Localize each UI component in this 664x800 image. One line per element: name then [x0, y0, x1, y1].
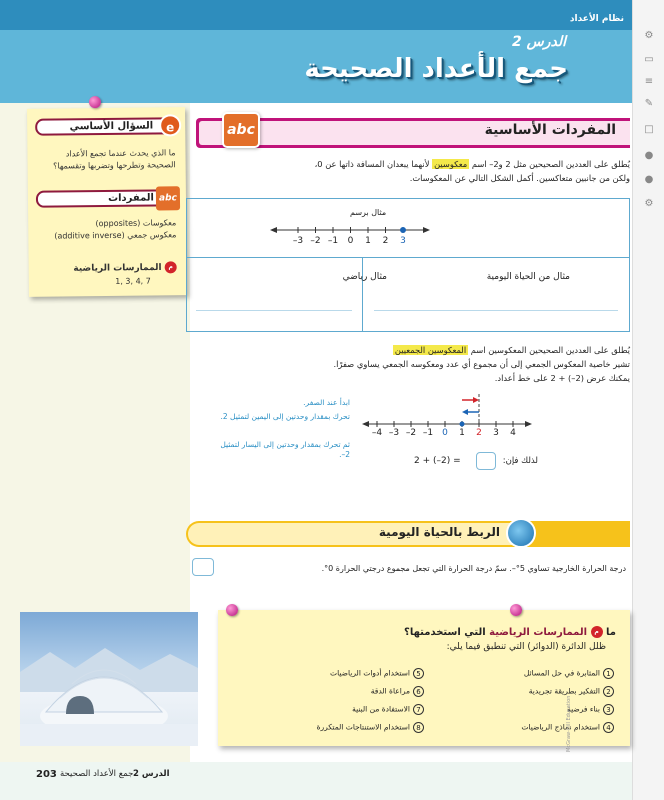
lesson-title: جمع الأعداد الصحيحة: [304, 54, 568, 84]
number-line-2-labels: [362, 428, 532, 442]
number-line-tick-label: 4: [510, 428, 516, 438]
number-line-tick-label: 1–: [422, 428, 434, 438]
number-line-1-labels: [270, 236, 430, 250]
sum-answer-box[interactable]: [476, 452, 496, 470]
page-number: 203: [36, 769, 57, 780]
essential-question-text-2: الصحيحة وتطرحها وتضربها وتقسمها؟: [53, 160, 176, 171]
practice-option[interactable]: [371, 686, 424, 697]
header-top-band: [0, 0, 632, 30]
essential-question-text-1: ما الذي يحدث عندما تجمع الأعداد: [65, 148, 176, 159]
practice-option[interactable]: [330, 668, 424, 679]
list-icon[interactable]: ≡: [644, 76, 654, 87]
lesson-label: الدرس 2: [512, 34, 566, 50]
number-line-tick-label: 1: [365, 236, 371, 246]
vocabulary-icon: abc: [222, 112, 260, 148]
additive-inverse-line-1: [220, 344, 630, 357]
practices-icon: م: [591, 626, 603, 638]
igloo-photo: [20, 612, 198, 746]
practice-option-circle[interactable]: 5: [413, 668, 424, 679]
note-start-at-zero: ابدأ عند الصفر.: [303, 398, 350, 407]
practice-option-label: المثابرة في حل المسائل: [523, 668, 600, 678]
additive-part-a: يُطلق على العددين الصحيحين المعكوسين اسم: [470, 345, 630, 355]
number-line-tick-label: 3–: [388, 428, 400, 438]
title-part-a: ما: [606, 627, 616, 638]
temperature-answer-box[interactable]: [192, 558, 214, 576]
vocabulary-section-title: المفردات الأساسية: [484, 122, 616, 138]
pencil-icon[interactable]: ✎: [644, 98, 654, 109]
viewer-toolbar: [632, 0, 664, 800]
temperature-question: درجة الحرارة الخارجية تساوي 5°–. سمّ درجة الحرارة التي تجعل مجموع درجتي الحرارة 0°.: [321, 564, 626, 573]
sum-equation: 2 + (–2) =: [414, 456, 461, 466]
opposites-paragraph-line-2: ولكن من جانبين متعاكسين. أكمل الشكل التالي عن المعكوسات.: [409, 173, 630, 183]
number-line-tick-label: 1: [459, 428, 465, 438]
number-line-tick-label: 1–: [327, 236, 339, 246]
page-footer: [0, 762, 632, 800]
practice-option-label: مراعاة الدقة: [370, 686, 410, 696]
settings-icon[interactable]: ⚙: [644, 30, 654, 41]
table-divider-horizontal: [186, 257, 630, 258]
pin-icon: [510, 604, 522, 616]
practices-instruction: ظلل الدائرة (الدوائر) التي تنطبق فيما يلي:: [446, 642, 606, 652]
model-example-label: مثال برسم: [350, 208, 387, 217]
number-line-tick-label: 0: [442, 428, 448, 438]
essential-question-bar: [35, 117, 175, 135]
practice-option-label: الاستفادة من البنية: [352, 704, 410, 714]
practice-option-label: التفكير بطريقة تجريدية: [528, 686, 600, 696]
sidebar-sticky-note: [27, 107, 187, 297]
practices-numbers: 1, 3, 4, 7: [115, 276, 151, 286]
vocabulary-label: المفردات: [107, 192, 155, 204]
additive-inverse-term: المعكوسين الجمعيين: [394, 345, 467, 355]
practice-option-circle[interactable]: 4: [603, 722, 614, 733]
number-line-tick-label: 2: [382, 236, 389, 246]
essential-question-badge: e: [159, 114, 181, 136]
practice-option-label: استخدام الاستنتاجات المتكررة: [316, 722, 410, 732]
practice-option-circle[interactable]: 3: [603, 704, 614, 715]
practices-question-title: [404, 626, 616, 638]
note-move-right: تحرك بمقدار وحدتين إلى اليمين لتمثيل 2.: [220, 412, 350, 421]
practice-option-circle[interactable]: 2: [603, 686, 614, 697]
globe-icon: [506, 518, 536, 548]
practice-option-label: استخدام أدوات الرياضيات: [330, 668, 410, 678]
pin-icon: [226, 604, 238, 616]
practice-option-circle[interactable]: 6: [413, 686, 424, 697]
number-line-tick-label: 3: [400, 236, 406, 246]
real-life-answer-line[interactable]: [374, 310, 618, 311]
number-line-tick-label: 3: [493, 428, 499, 438]
info-icon[interactable]: ●: [644, 174, 654, 185]
practice-option-label: استخدام نماذج الرياضيات: [521, 722, 600, 732]
zero-point: [460, 422, 465, 427]
para1-part-a: يُطلق على العددين الصحيحين مثل 2 و2– اسم: [471, 159, 630, 169]
practice-option-circle[interactable]: 8: [413, 722, 424, 733]
footer-lesson-title: جمع الأعداد الصحيحة: [60, 769, 134, 779]
para1-part-b: لأنهما يبعدان المسافة ذاتها عن 0،: [314, 159, 430, 169]
pin-icon: [89, 96, 101, 108]
menu-icon[interactable]: ▭: [644, 54, 654, 65]
additive-inverse-line-3: يمكنك عرض (2–) + 2 على خط أعداد.: [494, 373, 630, 383]
math-answer-line[interactable]: [196, 310, 352, 311]
practice-option[interactable]: [352, 704, 424, 715]
title-part-b: الممارسات الرياضية: [489, 627, 588, 638]
practice-option-circle[interactable]: 1: [603, 668, 614, 679]
vocabulary-item-opposites: معكوسات (opposites): [95, 218, 177, 229]
marked-point: [400, 227, 406, 233]
practice-option-label: بناء فرضية: [567, 704, 600, 714]
number-line-tick-label: 4–: [371, 428, 383, 438]
conclusion-label: لذلك فإن:: [502, 456, 538, 466]
copyright-notice: McGraw-Hill Education: [566, 695, 572, 752]
practices-label: الممارسات الرياضية: [73, 262, 162, 274]
note-move-left: ثم تحرك بمقدار وحدتين إلى اليسار لتمثيل 2–.: [220, 440, 350, 459]
vocabulary-bar: [36, 189, 176, 207]
vocabulary-item-additive-inverse: معكوس جمعي (additive inverse): [54, 230, 177, 241]
title-part-c: التي استخدمتها؟: [404, 627, 486, 638]
number-line-tick-label: 2: [476, 428, 482, 438]
essential-question-label: السؤال الأساسي: [69, 120, 154, 133]
real-world-link-title: الربط بالحياة اليومية: [378, 525, 500, 539]
number-line-tick-label: 2–: [405, 428, 417, 438]
footer-lesson-label: الدرس 2: [133, 769, 170, 779]
number-line-tick-label: 3–: [292, 236, 304, 246]
practice-option-circle[interactable]: 7: [413, 704, 424, 715]
vocabulary-badge: abc: [156, 186, 180, 210]
opposites-term: معكوسين: [434, 159, 468, 169]
chapter-label: نظام الأعداد: [569, 14, 624, 24]
practice-option[interactable]: [317, 722, 424, 733]
gear-icon[interactable]: ⚙: [644, 198, 654, 209]
opposites-paragraph-line-1: [220, 158, 630, 171]
number-line-tick-label: 2–: [310, 236, 321, 246]
practices-icon: م: [165, 261, 177, 273]
practices-heading: [73, 261, 176, 275]
help-icon[interactable]: ●: [644, 150, 654, 161]
real-life-example-label: مثال من الحياة اليومية: [486, 272, 570, 282]
additive-inverse-line-2: تشير خاصية المعكوس الجمعي إلى أن مجموع أي عدد ومعكوسه الجمعي يساوي صفرًا.: [333, 359, 630, 369]
table-divider-vertical: [362, 257, 363, 332]
math-example-label: مثال رياضي: [342, 272, 387, 282]
square-icon[interactable]: □: [644, 124, 654, 135]
number-line-tick-label: 0: [347, 236, 354, 246]
